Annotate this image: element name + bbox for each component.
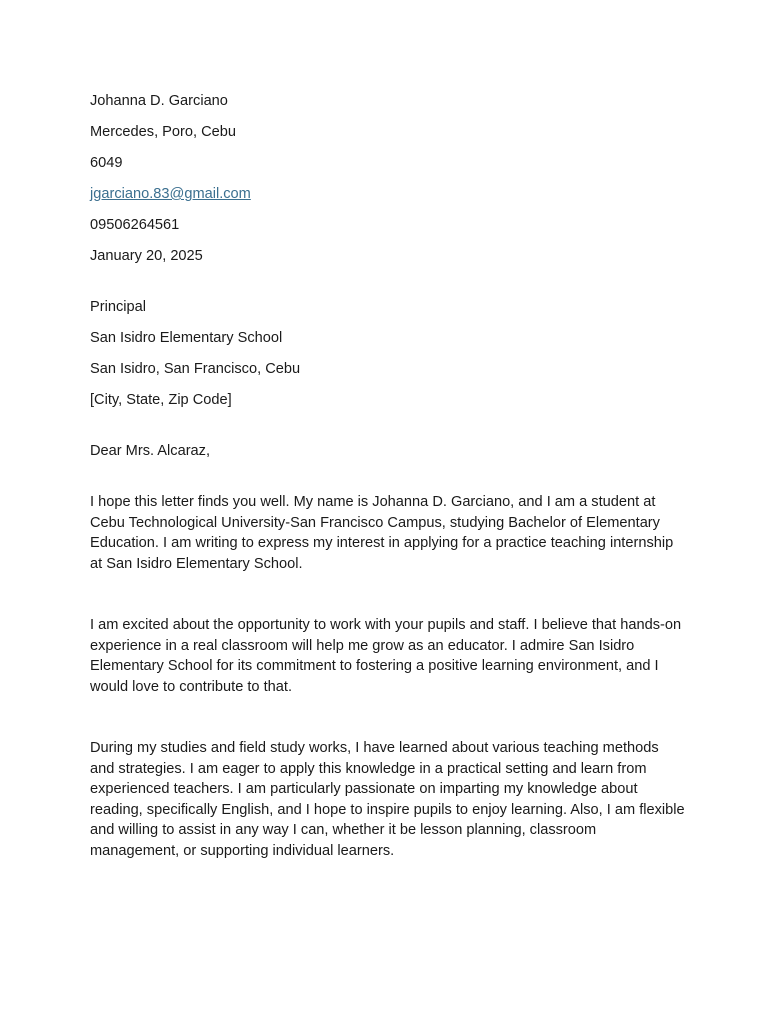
spacer xyxy=(90,574,685,615)
sender-zip: 6049 xyxy=(90,155,123,171)
recipient-title: Principal xyxy=(90,299,146,315)
paragraph-experience: During my studies and field study works, I have learned about various teaching methods and strategies. I am eager to apply this knowledge in a practical setting and learn from experienced teachers. I am particularly passionate on imparting my knowledge about reading, specifically English, and I hope to inspire pupils to enjoy learning. Also, I am flexible and willing to assist in any way I can, whether it be lesson planning, classroom management, or supporting individual learners. xyxy=(90,740,685,859)
recipient-city-state-zip: [City, State, Zip Code] xyxy=(90,392,232,408)
salutation: Dear Mrs. Alcaraz, xyxy=(90,443,211,459)
paragraph-interest: I am excited about the opportunity to work with your pupils and staff. I believe that hands-on experience in a real classroom will help me grow as an educator. I admire San Isidro Elementary School for its commitment to fostering a positive learning environment, and I would love to contribute to that. xyxy=(90,617,682,695)
recipient-address: San Isidro, San Francisco, Cebu xyxy=(90,361,301,377)
recipient-school: San Isidro Elementary School xyxy=(90,330,283,346)
spacer xyxy=(90,697,685,738)
sender-phone: 09506264561 xyxy=(90,217,180,233)
recipient-block xyxy=(90,297,685,410)
sender-address: Mercedes, Poro, Cebu xyxy=(90,124,237,140)
spacer xyxy=(90,472,685,492)
spacer xyxy=(90,421,685,441)
paragraph-intro: I hope this letter finds you well. My name is Johanna D. Garciano, and I am a student at Cebu Technological University-San Francisco Campus, studying Bachelor of Elementary Education. I am writing to express my interest in applying for a practice teaching internship at San Isidro Elementary School. xyxy=(90,494,674,572)
sender-email-link[interactable]: jgarciano.83@gmail.com xyxy=(90,186,251,202)
spacer xyxy=(90,277,685,297)
sender-name: Johanna D. Garciano xyxy=(90,93,228,109)
letter-body xyxy=(90,91,685,861)
letter-date: January 20, 2025 xyxy=(90,248,203,264)
sender-block xyxy=(90,91,685,266)
